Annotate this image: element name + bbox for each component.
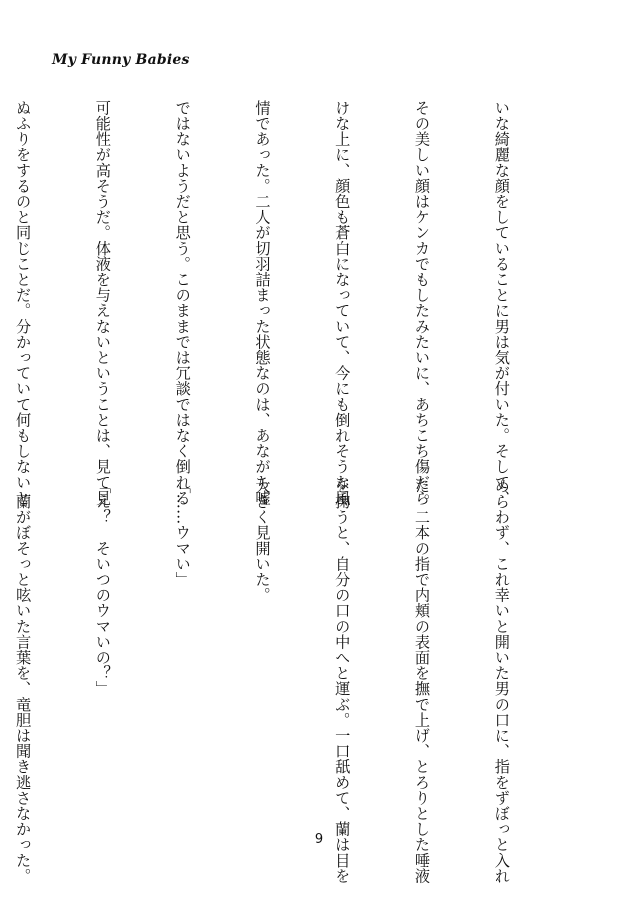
text-line: 「え？ そいつのウマいの？」 xyxy=(93,478,112,697)
text-column-bottom xyxy=(0,478,568,884)
text-column-top xyxy=(0,100,568,506)
text-line: 大きく見開いた。 xyxy=(253,478,272,603)
text-line: その美しい顔はケンカでもしたみたいに、あちこち傷だら xyxy=(413,100,432,506)
text-line: ではないようだと思う。このままでは冗談ではなく倒れる xyxy=(173,100,192,506)
text-line: 蘭がぼそっと呟いた言葉を、竜胆は聞き逃さなかった。 xyxy=(14,478,33,884)
text-line: た。二本の指で内頬の表面を撫で上げ、とろりとした唾液 xyxy=(413,478,432,884)
text-line: を掬うと、自分の口の中へと運ぶ。一口舐めて、蘭は目を xyxy=(333,478,352,884)
text-line: けな上に、顔色も蒼白になっていて、今にも倒れそうな風 xyxy=(333,100,352,506)
text-line: ぬふりをするのと同じことだ。分かっていて何もしないと xyxy=(14,100,33,506)
page-number: 9 xyxy=(314,832,324,847)
header-title: My Funny Babies xyxy=(52,52,190,68)
text-line: 情であった。二人が切羽詰まった状態なのは、あながち嘘 xyxy=(253,100,272,506)
text-line: 「……ウマい」 xyxy=(173,478,192,588)
text-line: めらわず、これ幸いと開いた男の口に、指をずぼっと入れ xyxy=(492,478,511,884)
text-line: いな綺麗な顔をしていることに男は気が付いた。そして、 xyxy=(492,100,511,506)
text-line: 可能性が高そうだ。体液を与えないということは、見て見 xyxy=(93,100,112,506)
